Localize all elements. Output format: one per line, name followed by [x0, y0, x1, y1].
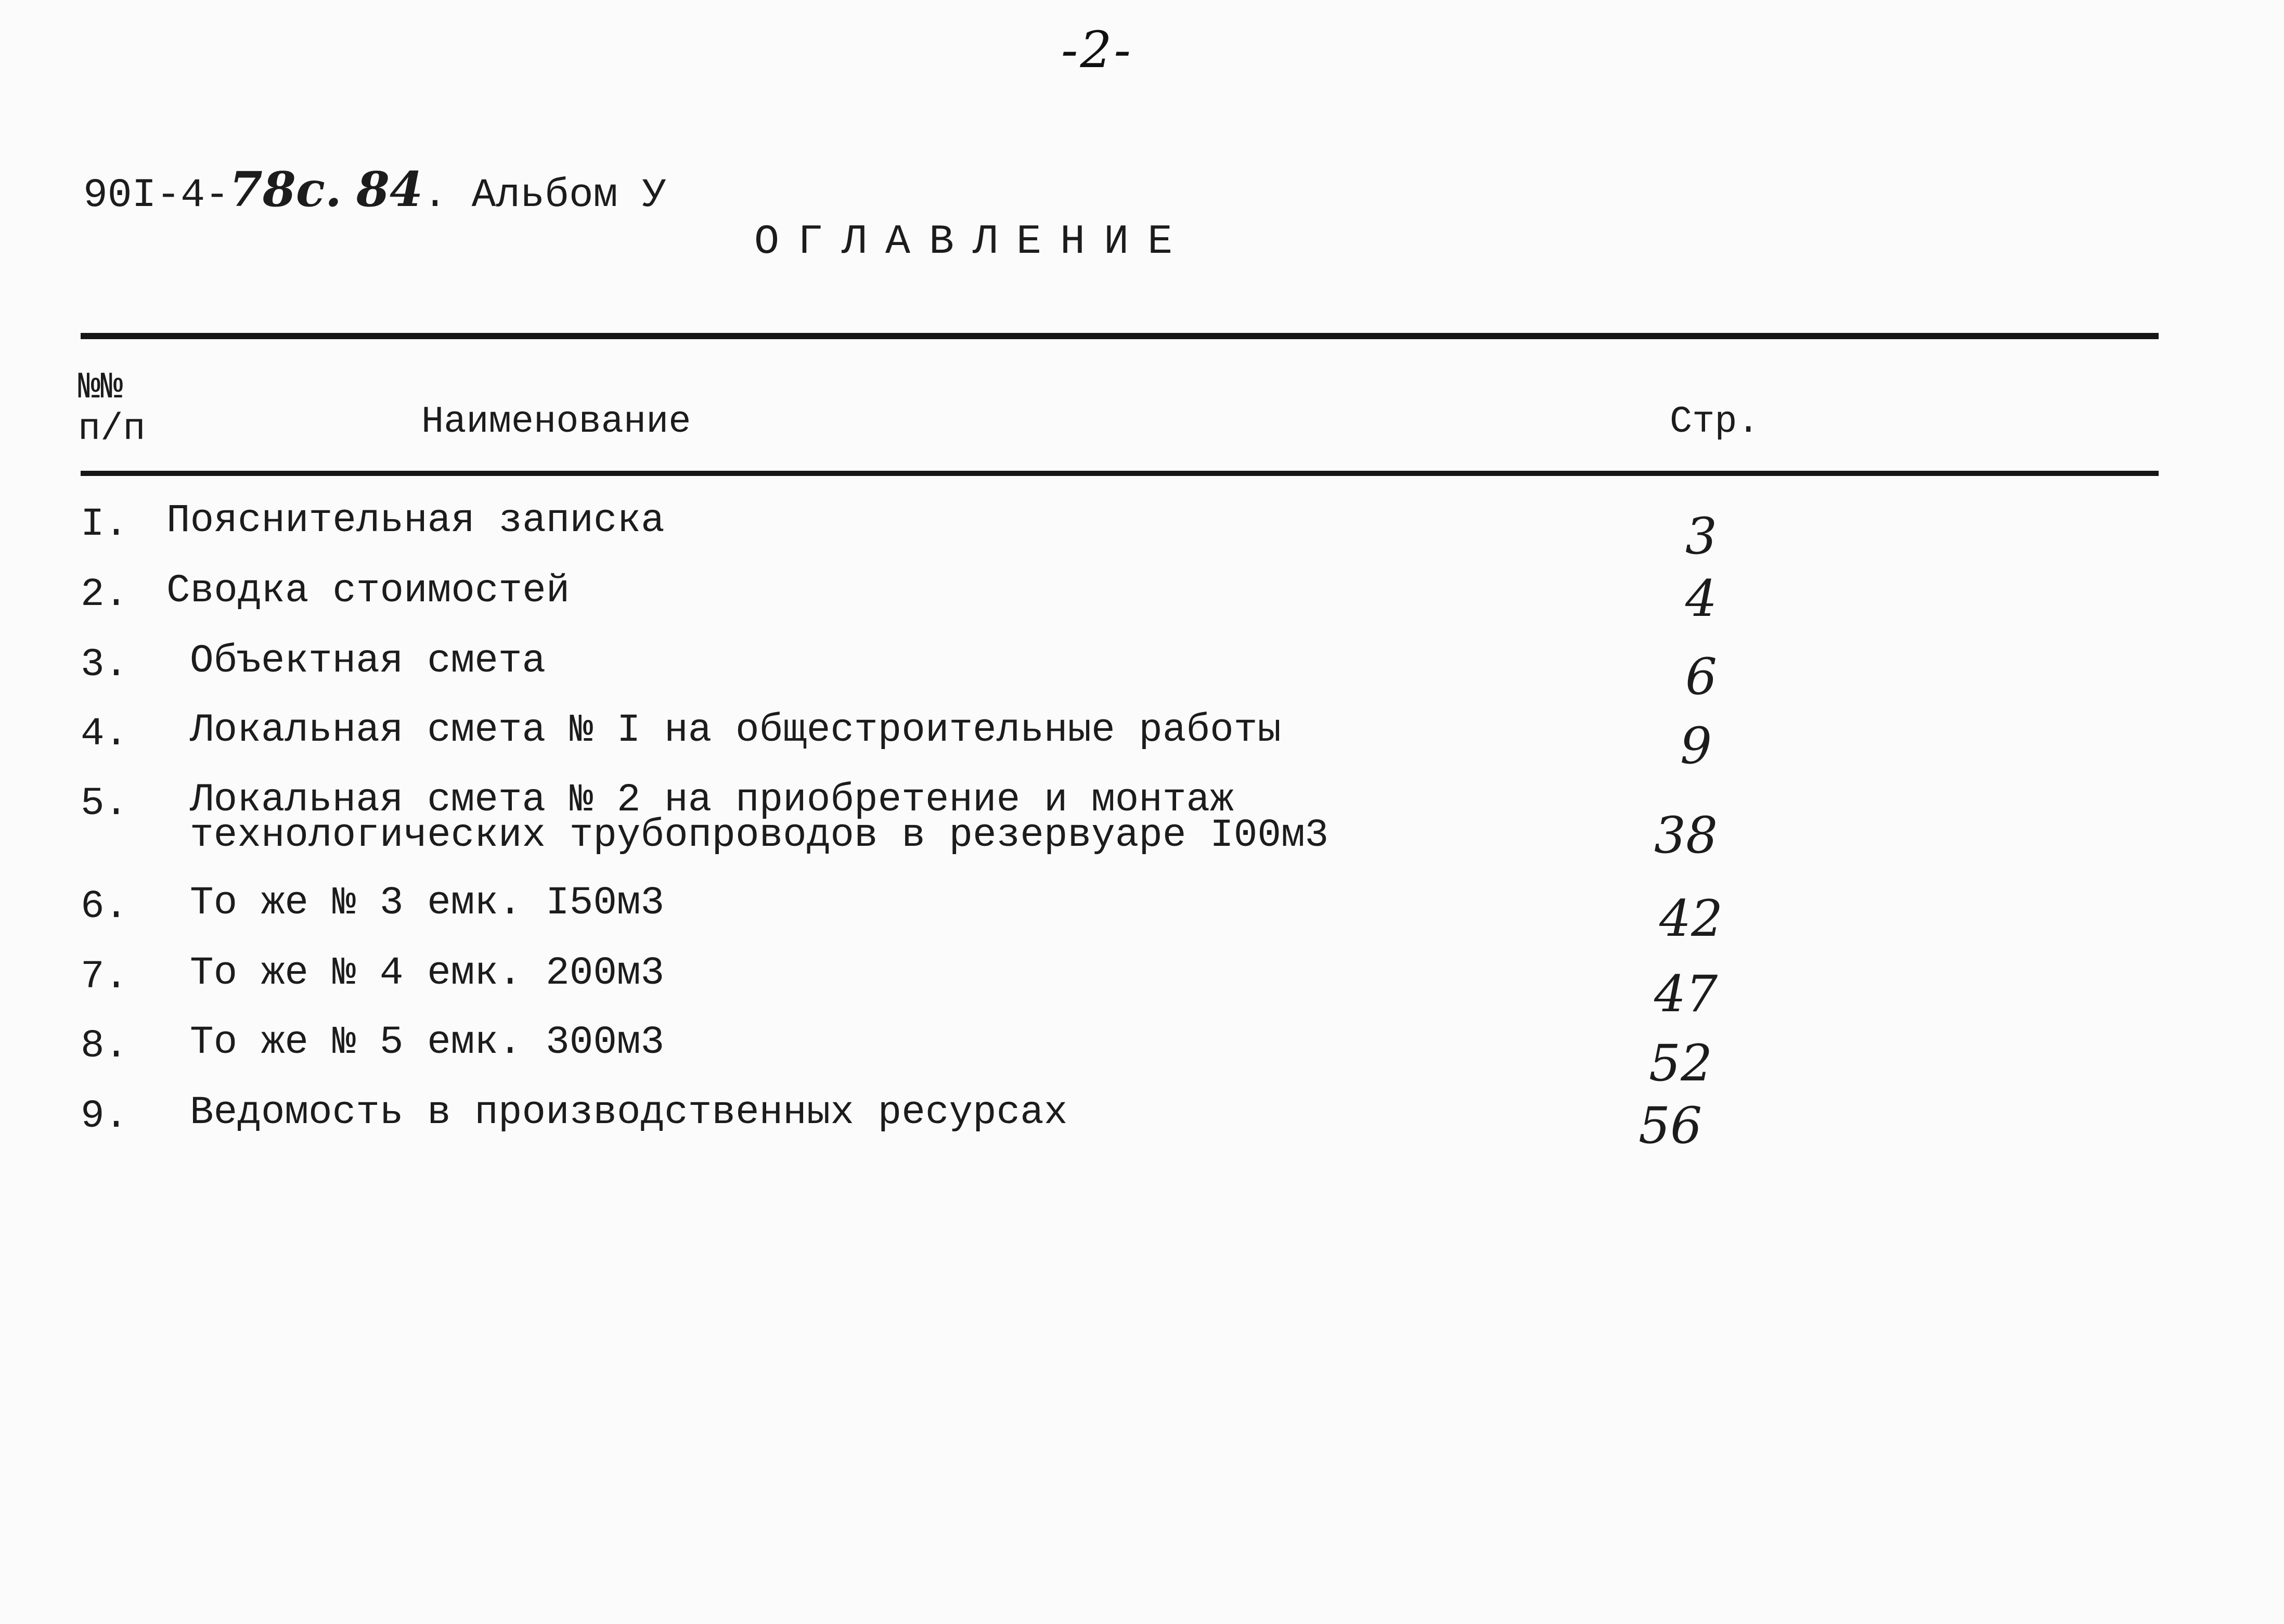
- row-name: То же № 3 емк. I50м3: [190, 881, 665, 925]
- document-code: [83, 161, 666, 218]
- header-page-column: Стр.: [1670, 401, 1760, 443]
- row-number: 3.: [81, 642, 128, 687]
- table-row: [0, 951, 2284, 1023]
- table-row: [0, 1020, 2284, 1092]
- row-name: Пояснительная записка: [166, 498, 665, 543]
- row-number: 6.: [81, 884, 128, 929]
- row-name: Объектная смета: [190, 639, 546, 684]
- row-page-handwritten: 56: [1638, 1097, 1702, 1155]
- table-row: [0, 1090, 2284, 1156]
- row-number: 5.: [81, 781, 128, 826]
- row-number: 8.: [81, 1024, 128, 1068]
- header-number-column: [78, 367, 146, 450]
- row-number: I.: [81, 502, 128, 547]
- document-title: ОГЛАВЛЕНИЕ: [754, 218, 1192, 266]
- doc-code-suffix: . Альбом У: [422, 173, 667, 218]
- doc-code-prefix: 90I-4-: [83, 173, 229, 218]
- row-page-handwritten: 47: [1654, 965, 1718, 1023]
- row-page-handwritten: 52: [1649, 1034, 1713, 1092]
- row-number: 2.: [81, 572, 128, 617]
- table-row: [0, 498, 2284, 565]
- table-header-rule: [81, 471, 2159, 476]
- row-name: Сводка стоимостей: [166, 569, 570, 613]
- row-number: 9.: [81, 1094, 128, 1139]
- table-row: [0, 778, 2284, 870]
- row-page-handwritten: 4: [1685, 570, 1718, 628]
- row-name-continued: технологических трубопроводов в резервуаре I00м3: [190, 813, 1329, 858]
- doc-code-year-handwritten: 84: [356, 161, 423, 217]
- table-row: [0, 639, 2284, 706]
- row-name: Ведомость в производственных ресурсах: [190, 1090, 1068, 1135]
- page-number: -2-: [1061, 21, 1133, 79]
- table-row: [0, 569, 2284, 635]
- row-page-handwritten: 3: [1685, 507, 1718, 565]
- row-page-handwritten: 38: [1654, 806, 1718, 865]
- row-page-handwritten: 6: [1685, 648, 1718, 706]
- row-name: Локальная смета № 2 на приобретение и монтаж: [190, 778, 1234, 822]
- row-number: 7.: [81, 955, 128, 999]
- row-name: То же № 5 емк. 300м3: [190, 1020, 665, 1065]
- header-number-line1: №№: [78, 366, 123, 409]
- header-name-column: Наименование: [421, 401, 691, 443]
- row-number: 4.: [81, 712, 128, 756]
- doc-code-series-handwritten: 78с.: [229, 161, 342, 217]
- row-page-handwritten: 42: [1659, 890, 1723, 948]
- header-number-line2: п/п: [78, 408, 146, 450]
- table-top-rule: [81, 333, 2159, 339]
- table-row: [0, 881, 2284, 948]
- row-name: Локальная смета № I на общестроительные работы: [190, 708, 1281, 753]
- table-row: [0, 708, 2284, 775]
- row-page-handwritten: 9: [1680, 717, 1712, 775]
- row-name: То же № 4 емк. 200м3: [190, 951, 665, 996]
